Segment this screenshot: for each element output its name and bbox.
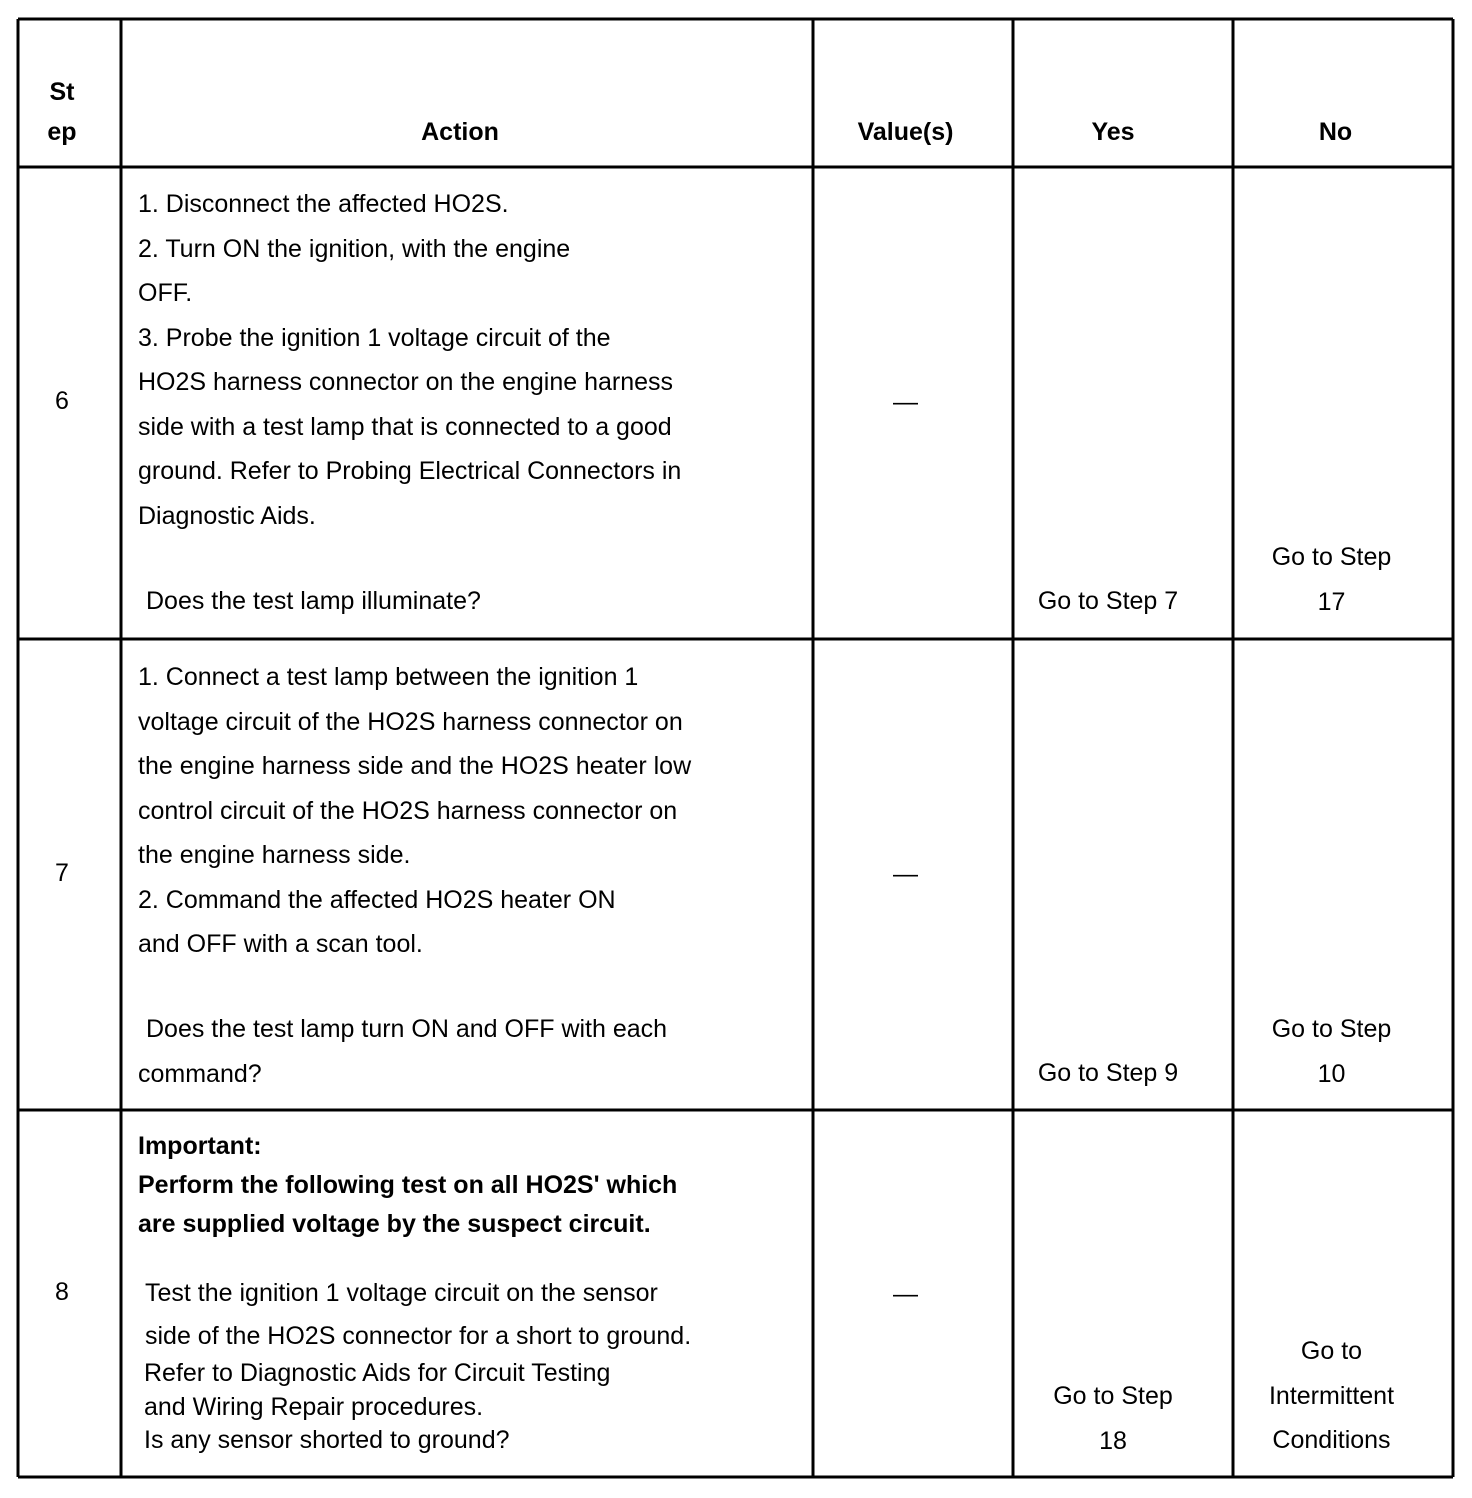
yes-cell	[1013, 1374, 1213, 1463]
action-line: and Wiring Repair procedures.	[144, 1392, 484, 1421]
important-line: Perform the following test on all HO2S' which	[138, 1171, 678, 1199]
question-line: command?	[138, 1059, 262, 1088]
step-number: 6	[55, 387, 69, 415]
action-line: 1. Disconnect the affected HO2S.	[138, 190, 509, 218]
action-line: side of the HO2S connector for a short to ground.	[145, 1322, 692, 1350]
header-values: Value(s)	[857, 118, 954, 146]
important-line: Important:	[138, 1132, 262, 1160]
important-note	[138, 1127, 677, 1244]
no-cell	[1233, 1007, 1430, 1096]
action-line: the engine harness side.	[138, 841, 411, 869]
action-line: control circuit of the HO2S harness connector on	[138, 796, 678, 825]
action-line: 1. Connect a test lamp between the ignition 1	[138, 663, 639, 691]
action-question: Does the test lamp illuminate?	[146, 587, 481, 615]
action-text	[145, 1272, 691, 1358]
header-action: Action	[421, 118, 499, 146]
value-cell: —	[893, 388, 918, 416]
header-yes: Yes	[1091, 118, 1135, 146]
step-number: 7	[55, 859, 69, 887]
no-line: Conditions	[1272, 1426, 1391, 1454]
action-line: Diagnostic Aids.	[138, 501, 316, 530]
yes-cell: Go to Step 7	[1037, 587, 1179, 615]
no-cell	[1233, 535, 1430, 624]
yes-line: 18	[1099, 1426, 1127, 1455]
action-text	[138, 655, 691, 967]
no-line: Go to Step	[1271, 1015, 1392, 1043]
action-line: Refer to Diagnostic Aids for Circuit Testing	[144, 1359, 611, 1387]
action-question	[138, 1007, 667, 1096]
no-cell	[1233, 1329, 1430, 1463]
action-line: OFF.	[138, 279, 193, 307]
action-line: side with a test lamp that is connected to a good	[138, 412, 672, 441]
no-line: 17	[1317, 587, 1346, 616]
question-line: Does the test lamp turn ON and OFF with each	[146, 1015, 668, 1043]
action-text	[138, 182, 681, 538]
action-line: the engine harness side and the HO2S heater low	[138, 752, 692, 780]
no-line: Go to	[1300, 1337, 1363, 1365]
value-cell: —	[893, 860, 918, 888]
header-step-line-1: St	[49, 78, 75, 106]
action-line: and OFF with a scan tool.	[138, 930, 423, 958]
important-line: are supplied voltage by the suspect circuit.	[138, 1210, 651, 1238]
action-line: voltage circuit of the HO2S harness connector on	[138, 707, 683, 736]
action-line: ground. Refer to Probing Electrical Connectors in	[138, 457, 682, 485]
yes-cell: Go to Step 9	[1037, 1059, 1179, 1087]
action-line: Is any sensor shorted to ground?	[144, 1426, 510, 1454]
header-step-line-2: ep	[47, 118, 77, 146]
action-line: 2. Command the affected HO2S heater ON	[138, 885, 616, 914]
step-number: 8	[55, 1278, 69, 1306]
yes-line: Go to Step	[1053, 1382, 1173, 1410]
action-line: HO2S harness connector on the engine harness	[138, 368, 674, 396]
action-line: Test the ignition 1 voltage circuit on the sensor	[145, 1279, 658, 1307]
action-line: 2. Turn ON the ignition, with the engine	[138, 234, 571, 263]
action-text-secondary	[144, 1357, 610, 1458]
value-cell: —	[893, 1280, 918, 1308]
header-step	[18, 72, 106, 152]
action-line: 3. Probe the ignition 1 voltage circuit of the	[138, 323, 611, 352]
no-line: Intermittent	[1268, 1381, 1395, 1410]
no-line: Go to Step	[1271, 543, 1392, 571]
no-line: 10	[1317, 1059, 1346, 1088]
header-no: No	[1318, 118, 1353, 146]
